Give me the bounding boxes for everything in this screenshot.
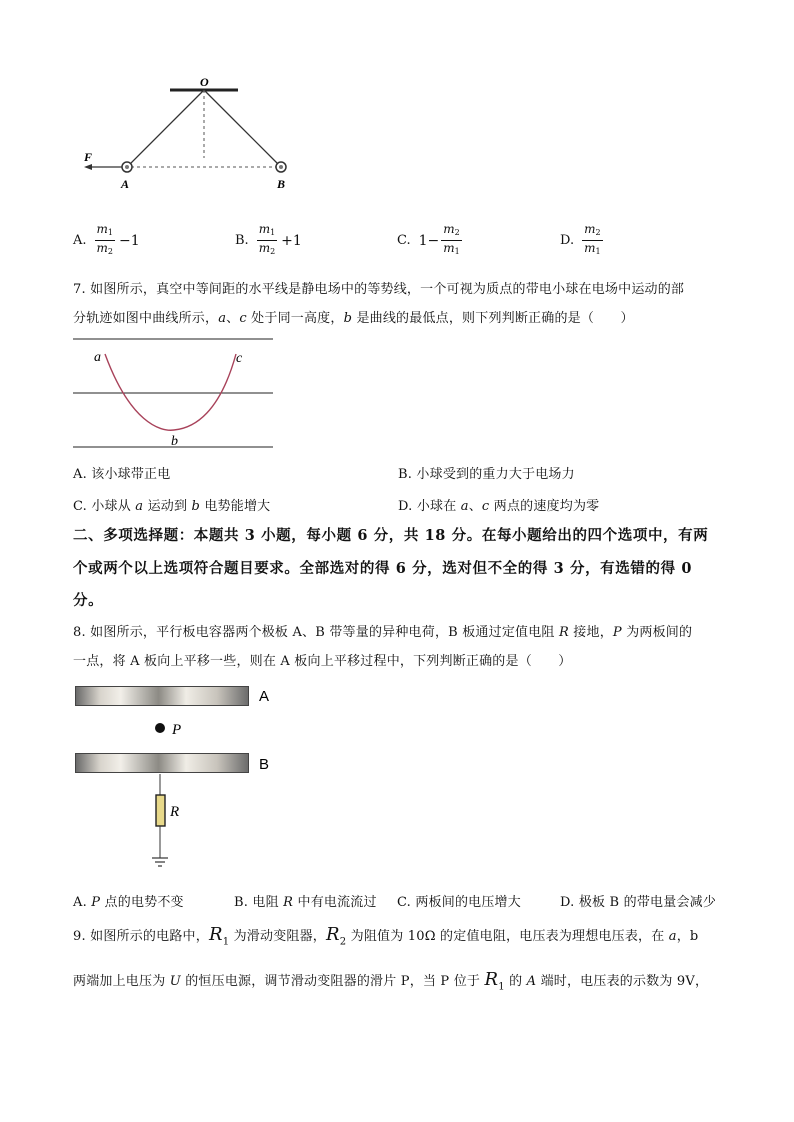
- fraction: $\frac{m_1}{m_2}$: [258, 222, 276, 256]
- q6-option-d[interactable]: D. $\frac{m_2}{m_1}$: [560, 222, 605, 259]
- q8-stem-line2: 一点，将 A 板向上平移一些，则在 A 板向上平移过程中，下列判断正确的是（ ）: [73, 654, 572, 669]
- label-O: O: [200, 75, 209, 89]
- string-OA: [127, 90, 204, 167]
- label-c: c: [236, 351, 243, 366]
- q7-option-d[interactable]: D. 小球在 a、c 两点的速度均为零: [398, 499, 600, 514]
- q7-option-a[interactable]: A. 该小球带正电: [73, 467, 171, 482]
- label-B: B: [277, 177, 286, 191]
- section2-heading-line3: 分。: [73, 592, 104, 609]
- q8-option-d[interactable]: D. 极板 B 的带电量会减少: [560, 895, 717, 910]
- trajectory-curve: [105, 354, 236, 430]
- label-R: R: [170, 804, 180, 820]
- label-plate-B: B: [259, 756, 270, 773]
- section2-heading-line2: 个或两个以上选项符合题目要求。全部选对的得 6 分，选对但不全的得 3 分，有选错的得 0: [73, 560, 693, 577]
- q8-stem-line1: 8. 如图所示，平行板电容器两个极板 A、B 带等量的异种电荷，B 板通过定值电阻 R 接地，P 为两板间的: [73, 625, 693, 640]
- point-P: [155, 723, 165, 733]
- figure-q7-trajectory: [70, 332, 280, 452]
- q6-option-b[interactable]: B. $\frac{m_1}{m_2}$ +1: [235, 222, 302, 259]
- q6-option-c[interactable]: C. 1− $\frac{m_2}{m_1}$: [397, 222, 464, 259]
- q8-option-a[interactable]: A. P 点的电势不变: [73, 895, 184, 910]
- q9-stem-line1: 9. 如图所示的电路中，$R_1$ 为滑动变阻器，$R_2$ 为阻值为 10Ω 的定值电阻，电压表为理想电压表，在 a，b: [73, 924, 699, 948]
- force-arrow-head: [84, 164, 92, 170]
- q7-stem-line2: 分轨迹如图中曲线所示，a、c 处于同一高度，b 是曲线的最低点，则下列判断正确的是（ ）: [73, 311, 634, 326]
- q7-option-c[interactable]: C. 小球从 a 运动到 b 电势能增大: [73, 499, 271, 514]
- q8-option-c[interactable]: C. 两板间的电压增大: [397, 895, 521, 910]
- string-OB: [204, 90, 281, 167]
- q8-option-b[interactable]: B. 电阻 R 中有电流流过: [234, 895, 377, 910]
- resistor-R: [156, 795, 165, 826]
- label-A: A: [121, 177, 130, 191]
- q6-option-a[interactable]: A. $\frac{m_1}{m_2}$ −1: [73, 222, 140, 259]
- fraction: $\frac{m_2}{m_1}$: [584, 222, 601, 256]
- label-P: P: [172, 722, 182, 738]
- figure-q8-capacitor: [70, 680, 290, 880]
- fraction: $\frac{m_1}{m_2}$: [96, 222, 114, 256]
- figure-q6-pendulum: [70, 70, 310, 200]
- q9-stem-line2: 两端加上电压为 U 的恒压电源，调节滑动变阻器的滑片 P，当 P 位于 $R_1$ 的 A 端时，电压表的示数为 9V，: [73, 969, 709, 993]
- fraction: $\frac{m_2}{m_1}$: [443, 222, 460, 256]
- label-plate-A: A: [259, 688, 270, 705]
- label-F: F: [84, 150, 93, 164]
- label-b: b: [171, 434, 178, 449]
- section2-heading-line1: 二、多项选择题：本题共 3 小题，每小题 6 分，共 18 分。在每小题给出的四个选项中，有两: [73, 527, 709, 544]
- label-a: a: [94, 350, 101, 365]
- q7-stem-line1: 7. 如图所示，真空中等间距的水平线是静电场中的等势线，一个可视为质点的带电小球在电场中运动的部: [73, 282, 685, 297]
- q7-option-b[interactable]: B. 小球受到的重力大于电场力: [398, 467, 575, 482]
